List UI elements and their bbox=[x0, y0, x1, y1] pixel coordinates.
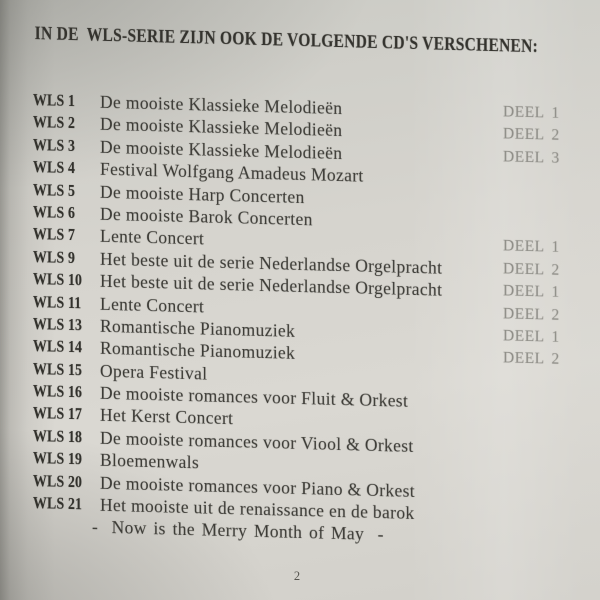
catalog-title: Lente Concert bbox=[100, 293, 205, 316]
page-content bbox=[33, 22, 585, 551]
catalog-code bbox=[33, 358, 100, 382]
catalog-deel-label: DEEL 2 bbox=[503, 125, 560, 145]
catalog-title: Bloemenwals bbox=[100, 450, 200, 473]
catalog-code bbox=[33, 402, 100, 426]
catalog-code-text: WLS 4 bbox=[33, 157, 76, 178]
catalog-deel-label bbox=[503, 370, 585, 395]
catalog-deel-label bbox=[503, 213, 585, 238]
catalog-code bbox=[33, 201, 100, 225]
catalog-title: De mooiste Klassieke Melodieën bbox=[100, 136, 343, 163]
page-number: 2 bbox=[293, 569, 301, 583]
catalog-title: Opera Festival bbox=[100, 360, 208, 384]
catalog-deel-label: DEEL 1 bbox=[503, 103, 560, 122]
catalog-code-text: WLS 9 bbox=[33, 246, 76, 267]
catalog-code-text: WLS 11 bbox=[33, 291, 82, 312]
catalog-title: Lente Concert bbox=[100, 226, 205, 249]
catalog-code-text: WLS 13 bbox=[33, 313, 83, 335]
catalog-code bbox=[33, 268, 100, 292]
catalog-code-text: WLS 14 bbox=[33, 336, 83, 357]
catalog-deel-label: DEEL 1 bbox=[503, 327, 560, 346]
catalog-deel-label: DEEL 1 bbox=[503, 282, 560, 301]
catalog-code-text: WLS 1 bbox=[33, 90, 76, 111]
catalog-title: De mooiste romances voor Fluit & Orkest bbox=[100, 382, 409, 411]
catalog-code bbox=[33, 246, 100, 270]
catalog-code bbox=[33, 89, 100, 113]
catalog-title: Romantische Pianomuziek bbox=[100, 315, 296, 341]
catalog-code-text: WLS 10 bbox=[33, 269, 83, 290]
catalog-title: Het beste uit de serie Nederlandse Orgelpracht bbox=[100, 248, 443, 278]
catalog-code bbox=[33, 156, 100, 180]
catalog-deel-label: DEEL 2 bbox=[503, 260, 560, 279]
catalog-code-text: WLS 20 bbox=[33, 470, 83, 491]
catalog-deel-label: DEEL 2 bbox=[503, 304, 560, 324]
catalog-deel-label bbox=[503, 392, 585, 417]
catalog-code bbox=[33, 223, 100, 247]
catalog-title: Romantische Pianomuziek bbox=[100, 338, 296, 364]
catalog-code bbox=[33, 380, 100, 404]
catalog-code bbox=[33, 492, 100, 516]
catalog-code bbox=[33, 470, 100, 494]
catalog-code-text: WLS 19 bbox=[33, 448, 83, 469]
catalog-deel-label: DEEL 1 bbox=[503, 237, 560, 257]
catalog-deel-label bbox=[503, 415, 585, 440]
catalog-deel-label: DEEL 3 bbox=[503, 148, 560, 167]
catalog-deel-label bbox=[503, 168, 585, 193]
catalog-code-text: WLS 6 bbox=[33, 201, 76, 223]
catalog-deel-label bbox=[503, 437, 585, 462]
catalog-code bbox=[33, 134, 100, 158]
catalog-code-text: WLS 18 bbox=[33, 425, 83, 447]
catalog-title: De mooiste Klassieke Melodieën bbox=[100, 91, 343, 119]
catalog-code bbox=[33, 425, 100, 449]
catalog-title: De mooiste Harp Concerten bbox=[100, 181, 305, 207]
catalog-code bbox=[33, 313, 100, 337]
catalog-code-text: WLS 5 bbox=[33, 179, 76, 200]
catalog-title: Het Kerst Concert bbox=[100, 405, 234, 429]
catalog-code-text: WLS 2 bbox=[33, 112, 76, 133]
page-title: IN DE WLS-SERIE ZIJN OOK DE VOLGENDE CD'S VERSCHENEN: bbox=[34, 24, 539, 58]
catalog-deel-label: DEEL 2 bbox=[503, 349, 560, 369]
catalog-title: De mooiste Barok Concerten bbox=[100, 203, 313, 230]
catalog-code-text: WLS 7 bbox=[33, 224, 76, 245]
catalog-code-text: WLS 3 bbox=[33, 134, 76, 155]
catalog-code bbox=[33, 291, 100, 315]
catalog-code bbox=[33, 447, 100, 471]
catalog-code bbox=[33, 335, 100, 359]
catalog-deel-label bbox=[503, 191, 585, 216]
catalog-deel-label bbox=[503, 482, 585, 507]
catalog-title: Het mooiste uit de renaissance en de barok bbox=[100, 494, 415, 524]
catalog-title: Het beste uit de serie Nederlandse Orgelpracht bbox=[100, 270, 443, 300]
catalog-title: Festival Wolfgang Amadeus Mozart bbox=[100, 158, 364, 186]
catalog-deel-label bbox=[503, 460, 585, 485]
catalog-code-text: WLS 16 bbox=[33, 381, 83, 402]
catalog-code bbox=[33, 111, 100, 135]
catalog-code-text: WLS 15 bbox=[33, 358, 83, 379]
catalog-title: De mooiste romances voor Piano & Orkest bbox=[100, 472, 415, 501]
catalog-code bbox=[33, 179, 100, 203]
catalog-title: De mooiste Klassieke Melodieën bbox=[100, 114, 343, 141]
catalog-deel-label bbox=[503, 504, 585, 529]
catalog-title: De mooiste romances voor Viool & Orkest bbox=[100, 427, 414, 456]
catalog-code-text: WLS 17 bbox=[33, 403, 83, 424]
catalog-rows bbox=[33, 89, 585, 529]
catalog-code-text: WLS 21 bbox=[33, 493, 83, 514]
footnote-line: - Now is the Merry Month of May - bbox=[92, 516, 384, 545]
